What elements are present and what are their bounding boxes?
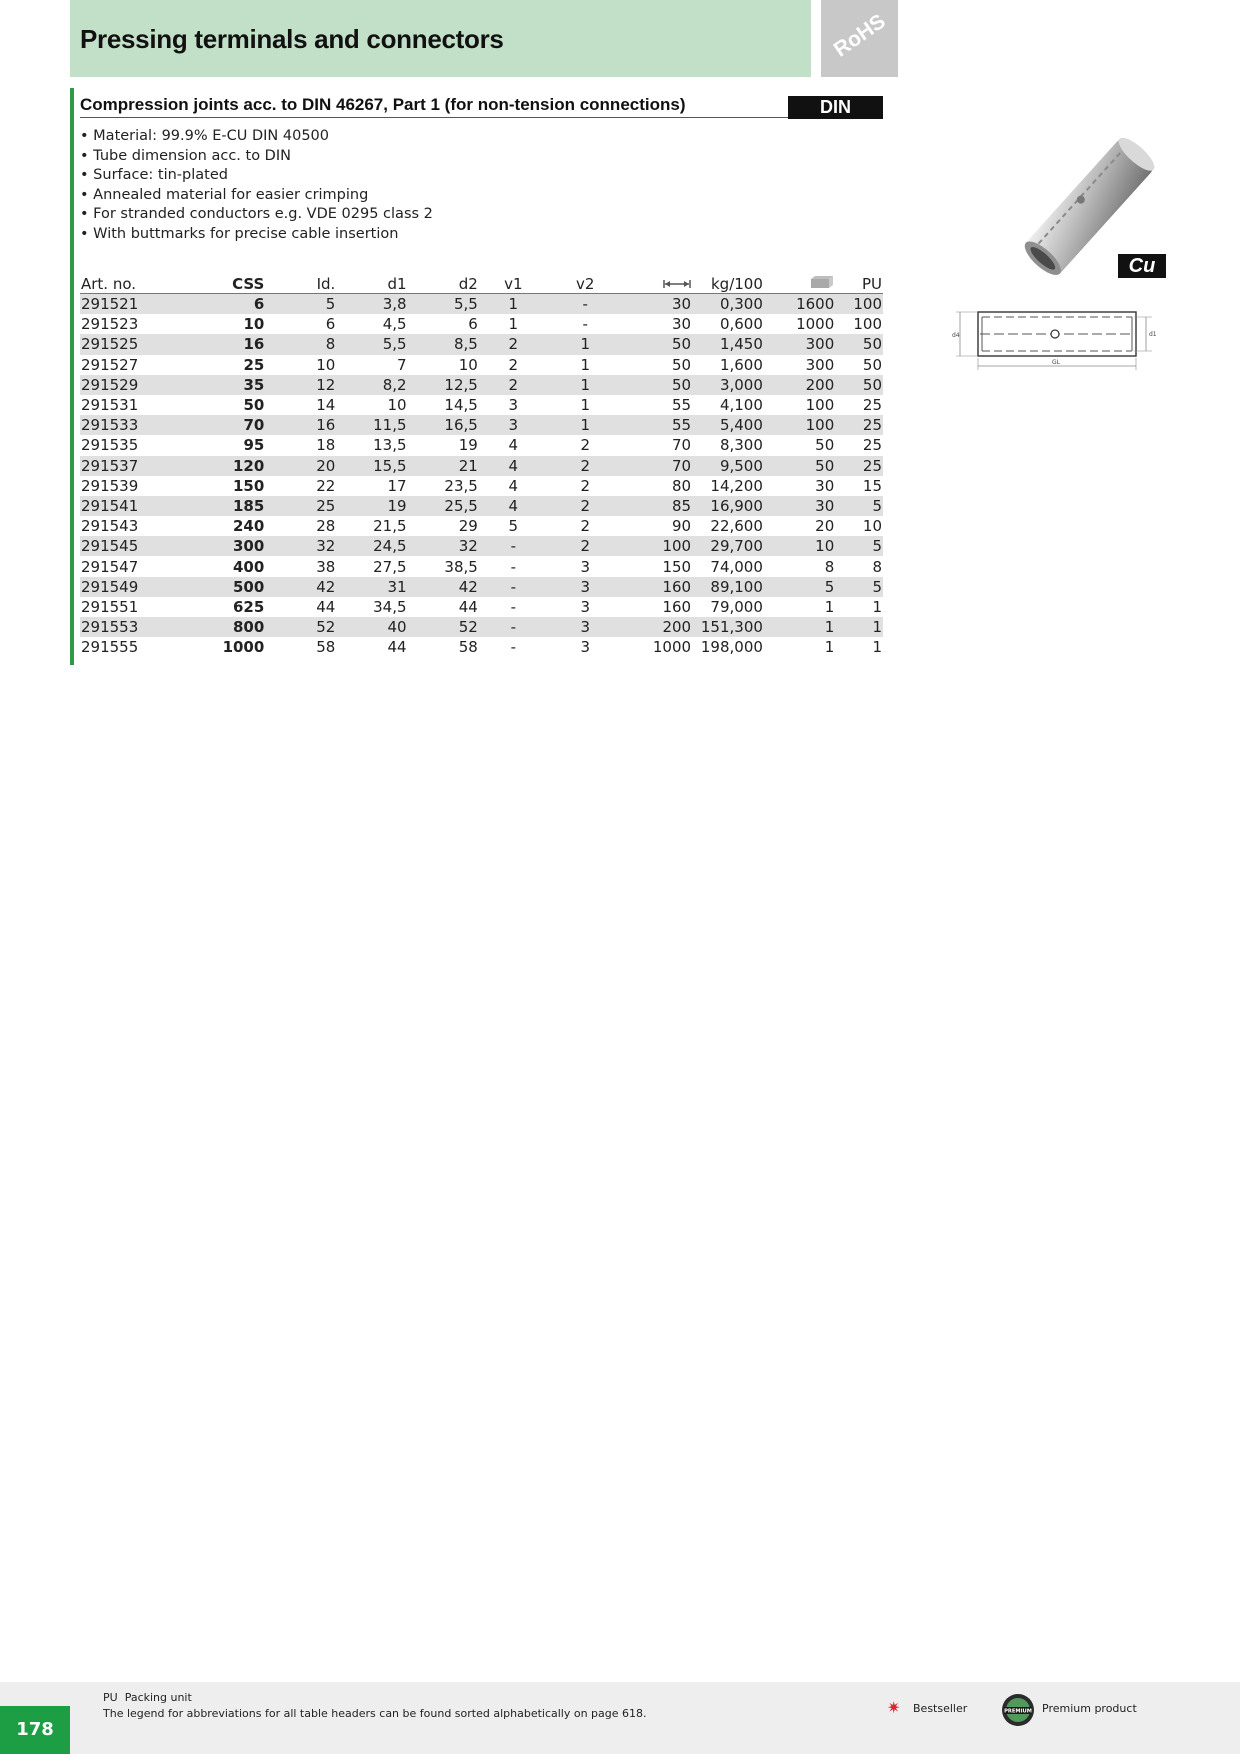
cell-length: 150 [662, 557, 692, 576]
cell-pu: 5 [835, 577, 883, 597]
cell-weight: 198,000 [700, 638, 763, 657]
cell-d1: 4,5 [382, 315, 407, 334]
cell-weight: 1,600 [719, 355, 763, 374]
cell-weight: 29,700 [692, 536, 764, 556]
cell-css: 800 [174, 617, 265, 637]
cell-length: 30 [623, 294, 692, 315]
cell-v1: 3 [508, 396, 519, 415]
cell-pu: 25 [835, 456, 883, 476]
page-title: Pressing terminals and connectors [80, 24, 504, 54]
cell-length: 160 [662, 597, 692, 616]
table-row [80, 496, 883, 516]
cell-weight: 0,300 [692, 294, 764, 315]
cell-d1: 17 [387, 476, 407, 495]
cell-v1: 4 [508, 476, 519, 495]
cell-pu: 50 [835, 375, 883, 395]
cell-v2: 2 [580, 436, 591, 455]
cell-v2: 3 [580, 638, 591, 657]
cell-pu: 15 [862, 476, 882, 495]
cell-art-no: 291535 [81, 436, 139, 455]
cell-v2: 2 [580, 517, 591, 536]
cell-v2: 1 [548, 375, 623, 395]
table-row [80, 375, 883, 395]
cell-weight: 8,300 [719, 436, 763, 455]
cell-box-qty: 1600 [764, 294, 835, 315]
cell-v1: - [510, 597, 517, 616]
cell-id: 12 [265, 375, 336, 395]
cell-art-no: 291525 [80, 334, 174, 354]
cell-d1: 13,5 [373, 436, 407, 455]
cell-v1: - [479, 536, 548, 556]
cell-id: 42 [265, 577, 336, 597]
header-d2: d2 [408, 274, 479, 294]
cell-art-no: 291547 [81, 557, 139, 576]
cell-weight: 16,900 [692, 496, 764, 516]
cell-d2: 25,5 [408, 496, 479, 516]
table-row [80, 415, 883, 435]
bestseller-star-icon: ✷ [887, 1698, 901, 1717]
cell-v1: 5 [508, 517, 519, 536]
cell-pu: 50 [835, 334, 883, 354]
cell-d2: 5,5 [408, 294, 479, 315]
cell-d2: 10 [458, 355, 478, 374]
cell-art-no: 291539 [81, 476, 139, 495]
cell-id: 28 [316, 517, 336, 536]
cell-v2: 2 [580, 476, 591, 495]
cell-length: 50 [671, 355, 692, 374]
drawing-label-d1: d1 [1149, 331, 1157, 338]
cell-id: 16 [265, 415, 336, 435]
din-badge: DIN [788, 96, 883, 119]
drawing-label-d4: d4 [952, 332, 960, 339]
cell-css: 10 [243, 315, 265, 334]
cell-d2: 21 [408, 456, 479, 476]
cell-css: 150 [233, 476, 265, 495]
cell-weight: 0,600 [719, 315, 763, 334]
cell-art-no: 291553 [80, 617, 174, 637]
cell-v1: - [510, 638, 517, 657]
cell-d2: 19 [458, 436, 478, 455]
cell-box-qty: 30 [764, 496, 835, 516]
cell-length: 55 [623, 415, 692, 435]
cell-length: 200 [623, 617, 692, 637]
cell-box-qty: 8 [824, 557, 835, 576]
cell-length: 50 [623, 334, 692, 354]
cell-d2: 14,5 [444, 396, 478, 415]
cell-v1: 4 [508, 436, 519, 455]
table-row [80, 597, 883, 617]
cell-v1: - [479, 577, 548, 597]
cell-art-no: 291533 [80, 415, 174, 435]
rohs-badge [821, 0, 898, 77]
cell-d1: 3,8 [336, 294, 407, 315]
cell-id: 8 [265, 334, 336, 354]
section-accent-bar [70, 88, 74, 665]
cell-id: 20 [265, 456, 336, 476]
cell-css: 300 [174, 536, 265, 556]
cell-v2: 2 [548, 496, 623, 516]
cell-id: 5 [265, 294, 336, 315]
cell-v1: 2 [479, 375, 548, 395]
cell-length: 90 [671, 517, 692, 536]
cell-id: 18 [316, 436, 336, 455]
cell-length: 30 [671, 315, 692, 334]
cell-art-no: 291545 [80, 536, 174, 556]
table-row [80, 294, 883, 315]
cell-box-qty: 50 [815, 436, 835, 455]
cell-weight: 74,000 [710, 557, 763, 576]
cell-art-no: 291527 [81, 355, 139, 374]
table-row [80, 536, 883, 556]
drawing-label-gl: GL [1052, 359, 1060, 366]
cell-weight: 14,200 [710, 476, 763, 495]
table-row [80, 577, 883, 597]
cell-pu: 25 [862, 436, 882, 455]
copper-badge: Cu [1118, 254, 1166, 278]
premium-badge-text: PREMIUM [1004, 1708, 1032, 1715]
cell-weight: 89,100 [692, 577, 764, 597]
table-row [80, 334, 883, 354]
cell-weight: 3,000 [692, 375, 764, 395]
cell-pu: 50 [862, 355, 882, 374]
cell-d1: 34,5 [373, 597, 407, 616]
cell-art-no: 291541 [80, 496, 174, 516]
bestseller-label: Bestseller [913, 1702, 968, 1715]
cell-d1: 31 [336, 577, 407, 597]
cell-d1: 5,5 [336, 334, 407, 354]
cell-d1: 24,5 [336, 536, 407, 556]
cell-box-qty: 30 [815, 476, 835, 495]
cell-css: 400 [233, 557, 265, 576]
cell-v1: - [510, 557, 517, 576]
cell-box-qty: 200 [764, 375, 835, 395]
section-title: Compression joints acc. to DIN 46267, Part 1 (for non-tension connections) [80, 95, 686, 114]
table-row [80, 556, 883, 576]
table-row [80, 456, 883, 476]
page-number: 178 [0, 1706, 70, 1754]
section-divider [80, 117, 882, 118]
cell-pu: 100 [835, 294, 883, 315]
cell-pu: 10 [862, 517, 882, 536]
cell-length: 100 [623, 536, 692, 556]
feature-item: • With buttmarks for precise cable insertion [80, 225, 433, 245]
cell-d2: 44 [458, 597, 478, 616]
cell-v2: 1 [580, 396, 591, 415]
spec-table [80, 274, 883, 657]
table-row [80, 355, 883, 375]
cell-v2: 2 [548, 456, 623, 476]
cell-pu: 25 [862, 396, 882, 415]
cell-d1: 40 [336, 617, 407, 637]
cell-length: 70 [623, 456, 692, 476]
table-row [80, 395, 883, 415]
cell-css: 1000 [222, 638, 265, 657]
cell-id: 22 [316, 476, 336, 495]
cell-pu: 1 [872, 638, 882, 657]
cell-id: 38 [316, 557, 336, 576]
cell-v1: - [479, 617, 548, 637]
header-band [70, 0, 811, 77]
table-row [80, 314, 883, 334]
cell-d2: 6 [468, 315, 478, 334]
cell-d2: 23,5 [444, 476, 478, 495]
header-d1: d1 [336, 274, 407, 294]
header-id: Id. [265, 274, 336, 294]
legend-pu-abbr: PU [103, 1691, 118, 1704]
cell-weight: 9,500 [692, 456, 764, 476]
cell-length: 1000 [652, 638, 692, 657]
cell-d1: 21,5 [373, 517, 407, 536]
cell-v1: 2 [479, 334, 548, 354]
header-pu: PU [835, 274, 883, 294]
table-row [80, 617, 883, 637]
cell-weight: 151,300 [692, 617, 764, 637]
cell-id: 14 [316, 396, 336, 415]
cell-length: 70 [671, 436, 692, 455]
cell-length: 160 [623, 577, 692, 597]
cell-art-no: 291543 [81, 517, 139, 536]
cell-css: 240 [233, 517, 265, 536]
cell-v1: 4 [479, 496, 548, 516]
cell-v2: 3 [580, 557, 591, 576]
cell-pu: 8 [872, 557, 882, 576]
cell-pu: 25 [835, 415, 883, 435]
feature-item: • Annealed material for easier crimping [80, 186, 433, 206]
cell-css: 16 [174, 334, 265, 354]
feature-item: • For stranded conductors e.g. VDE 0295 class 2 [80, 205, 433, 225]
header-length [623, 274, 692, 294]
table-row [80, 637, 883, 657]
cell-weight: 5,400 [692, 415, 764, 435]
length-arrow-icon [663, 279, 691, 289]
cell-d2: 8,5 [408, 334, 479, 354]
cell-id: 10 [316, 355, 336, 374]
cell-d2: 12,5 [408, 375, 479, 395]
cell-css: 70 [174, 415, 265, 435]
package-box-icon [810, 275, 834, 289]
cell-d2: 32 [408, 536, 479, 556]
cell-box-qty: 10 [764, 536, 835, 556]
cell-d2: 16,5 [408, 415, 479, 435]
cell-v2: 3 [548, 577, 623, 597]
table-row [80, 435, 883, 455]
cell-box-qty: 100 [805, 396, 835, 415]
cell-length: 55 [671, 396, 692, 415]
cell-box-qty: 1000 [796, 315, 835, 334]
cell-box-qty: 300 [805, 355, 835, 374]
cell-v2: 1 [580, 355, 591, 374]
cell-weight: 79,000 [710, 597, 763, 616]
cell-d2: 38,5 [444, 557, 478, 576]
cell-art-no: 291551 [81, 597, 139, 616]
rohs-label: RoHS [829, 9, 890, 62]
cell-id: 58 [316, 638, 336, 657]
header-weight: kg/100 [692, 274, 764, 294]
cell-art-no: 291531 [81, 396, 139, 415]
cell-v2: 2 [548, 536, 623, 556]
cell-d1: 10 [387, 396, 407, 415]
cell-css: 95 [243, 436, 265, 455]
cell-d1: 44 [387, 638, 407, 657]
cell-d2: 29 [458, 517, 478, 536]
cell-d1: 19 [336, 496, 407, 516]
cell-d1: 27,5 [373, 557, 407, 576]
cell-v2: 3 [580, 597, 591, 616]
cell-v1: 2 [508, 355, 519, 374]
cell-box-qty: 100 [764, 415, 835, 435]
cell-id: 52 [265, 617, 336, 637]
legend-pu-text: Packing unit [124, 1691, 192, 1704]
cell-css: 185 [174, 496, 265, 516]
cell-id: 44 [316, 597, 336, 616]
premium-label: Premium product [1042, 1702, 1137, 1715]
cell-pu: 1 [835, 617, 883, 637]
cell-css: 500 [174, 577, 265, 597]
header-css: CSS [174, 274, 265, 294]
table-row [80, 476, 883, 496]
cell-length: 80 [671, 476, 692, 495]
header-box [764, 274, 835, 294]
header-v2: v2 [548, 274, 623, 294]
cell-weight: 4,100 [719, 396, 763, 415]
cell-length: 85 [623, 496, 692, 516]
cell-v1: 3 [479, 415, 548, 435]
cell-css: 6 [174, 294, 265, 315]
cell-box-qty: 1 [764, 617, 835, 637]
cell-v2: 1 [548, 415, 623, 435]
cell-box-qty: 50 [764, 456, 835, 476]
cell-v2: 3 [548, 617, 623, 637]
cell-pu: 5 [835, 496, 883, 516]
cell-v2: 1 [548, 334, 623, 354]
cell-id: 25 [265, 496, 336, 516]
cell-v2: - [582, 315, 588, 334]
cell-d2: 42 [408, 577, 479, 597]
cell-art-no: 291523 [81, 315, 139, 334]
cell-v2: - [548, 294, 623, 315]
cell-css: 25 [243, 355, 265, 374]
cell-d1: 8,2 [336, 375, 407, 395]
table-row [80, 516, 883, 536]
cell-box-qty: 20 [815, 517, 835, 536]
cell-art-no: 291555 [81, 638, 139, 657]
header-art-no: Art. no. [80, 274, 174, 294]
cell-art-no: 291549 [80, 577, 174, 597]
cell-d1: 7 [397, 355, 407, 374]
cell-css: 625 [233, 597, 265, 616]
cell-d1: 15,5 [336, 456, 407, 476]
cell-box-qty: 300 [764, 334, 835, 354]
cell-art-no: 291537 [80, 456, 174, 476]
feature-item: • Tube dimension acc. to DIN [80, 147, 433, 167]
legend-note: The legend for abbreviations for all table headers can be found sorted alphabetically on page 618. [103, 1707, 647, 1720]
premium-badge-icon [1001, 1693, 1035, 1727]
cell-css: 50 [243, 396, 265, 415]
cell-css: 35 [174, 375, 265, 395]
cell-id: 6 [325, 315, 336, 334]
cell-box-qty: 1 [824, 597, 835, 616]
cell-pu: 1 [872, 597, 882, 616]
cell-art-no: 291521 [80, 294, 174, 315]
feature-list [80, 127, 433, 244]
cell-v1: 4 [479, 456, 548, 476]
cell-weight: 1,450 [692, 334, 764, 354]
cell-css: 120 [174, 456, 265, 476]
table-header-row [80, 274, 883, 294]
feature-item: • Surface: tin-plated [80, 166, 433, 186]
cell-d2: 58 [458, 638, 478, 657]
cell-d2: 52 [408, 617, 479, 637]
cell-pu: 100 [853, 315, 882, 334]
cell-v1: 1 [479, 294, 548, 315]
cell-v1: 1 [508, 315, 519, 334]
legend-packing-unit [103, 1691, 192, 1704]
cell-weight: 22,600 [710, 517, 763, 536]
cell-d1: 11,5 [336, 415, 407, 435]
cell-pu: 5 [835, 536, 883, 556]
feature-item: • Material: 99.9% E-CU DIN 40500 [80, 127, 433, 147]
technical-drawing [948, 308, 1160, 372]
cell-box-qty: 5 [764, 577, 835, 597]
cell-art-no: 291529 [80, 375, 174, 395]
cell-id: 32 [265, 536, 336, 556]
cell-length: 50 [623, 375, 692, 395]
header-v1: v1 [479, 274, 548, 294]
cell-box-qty: 1 [824, 638, 835, 657]
